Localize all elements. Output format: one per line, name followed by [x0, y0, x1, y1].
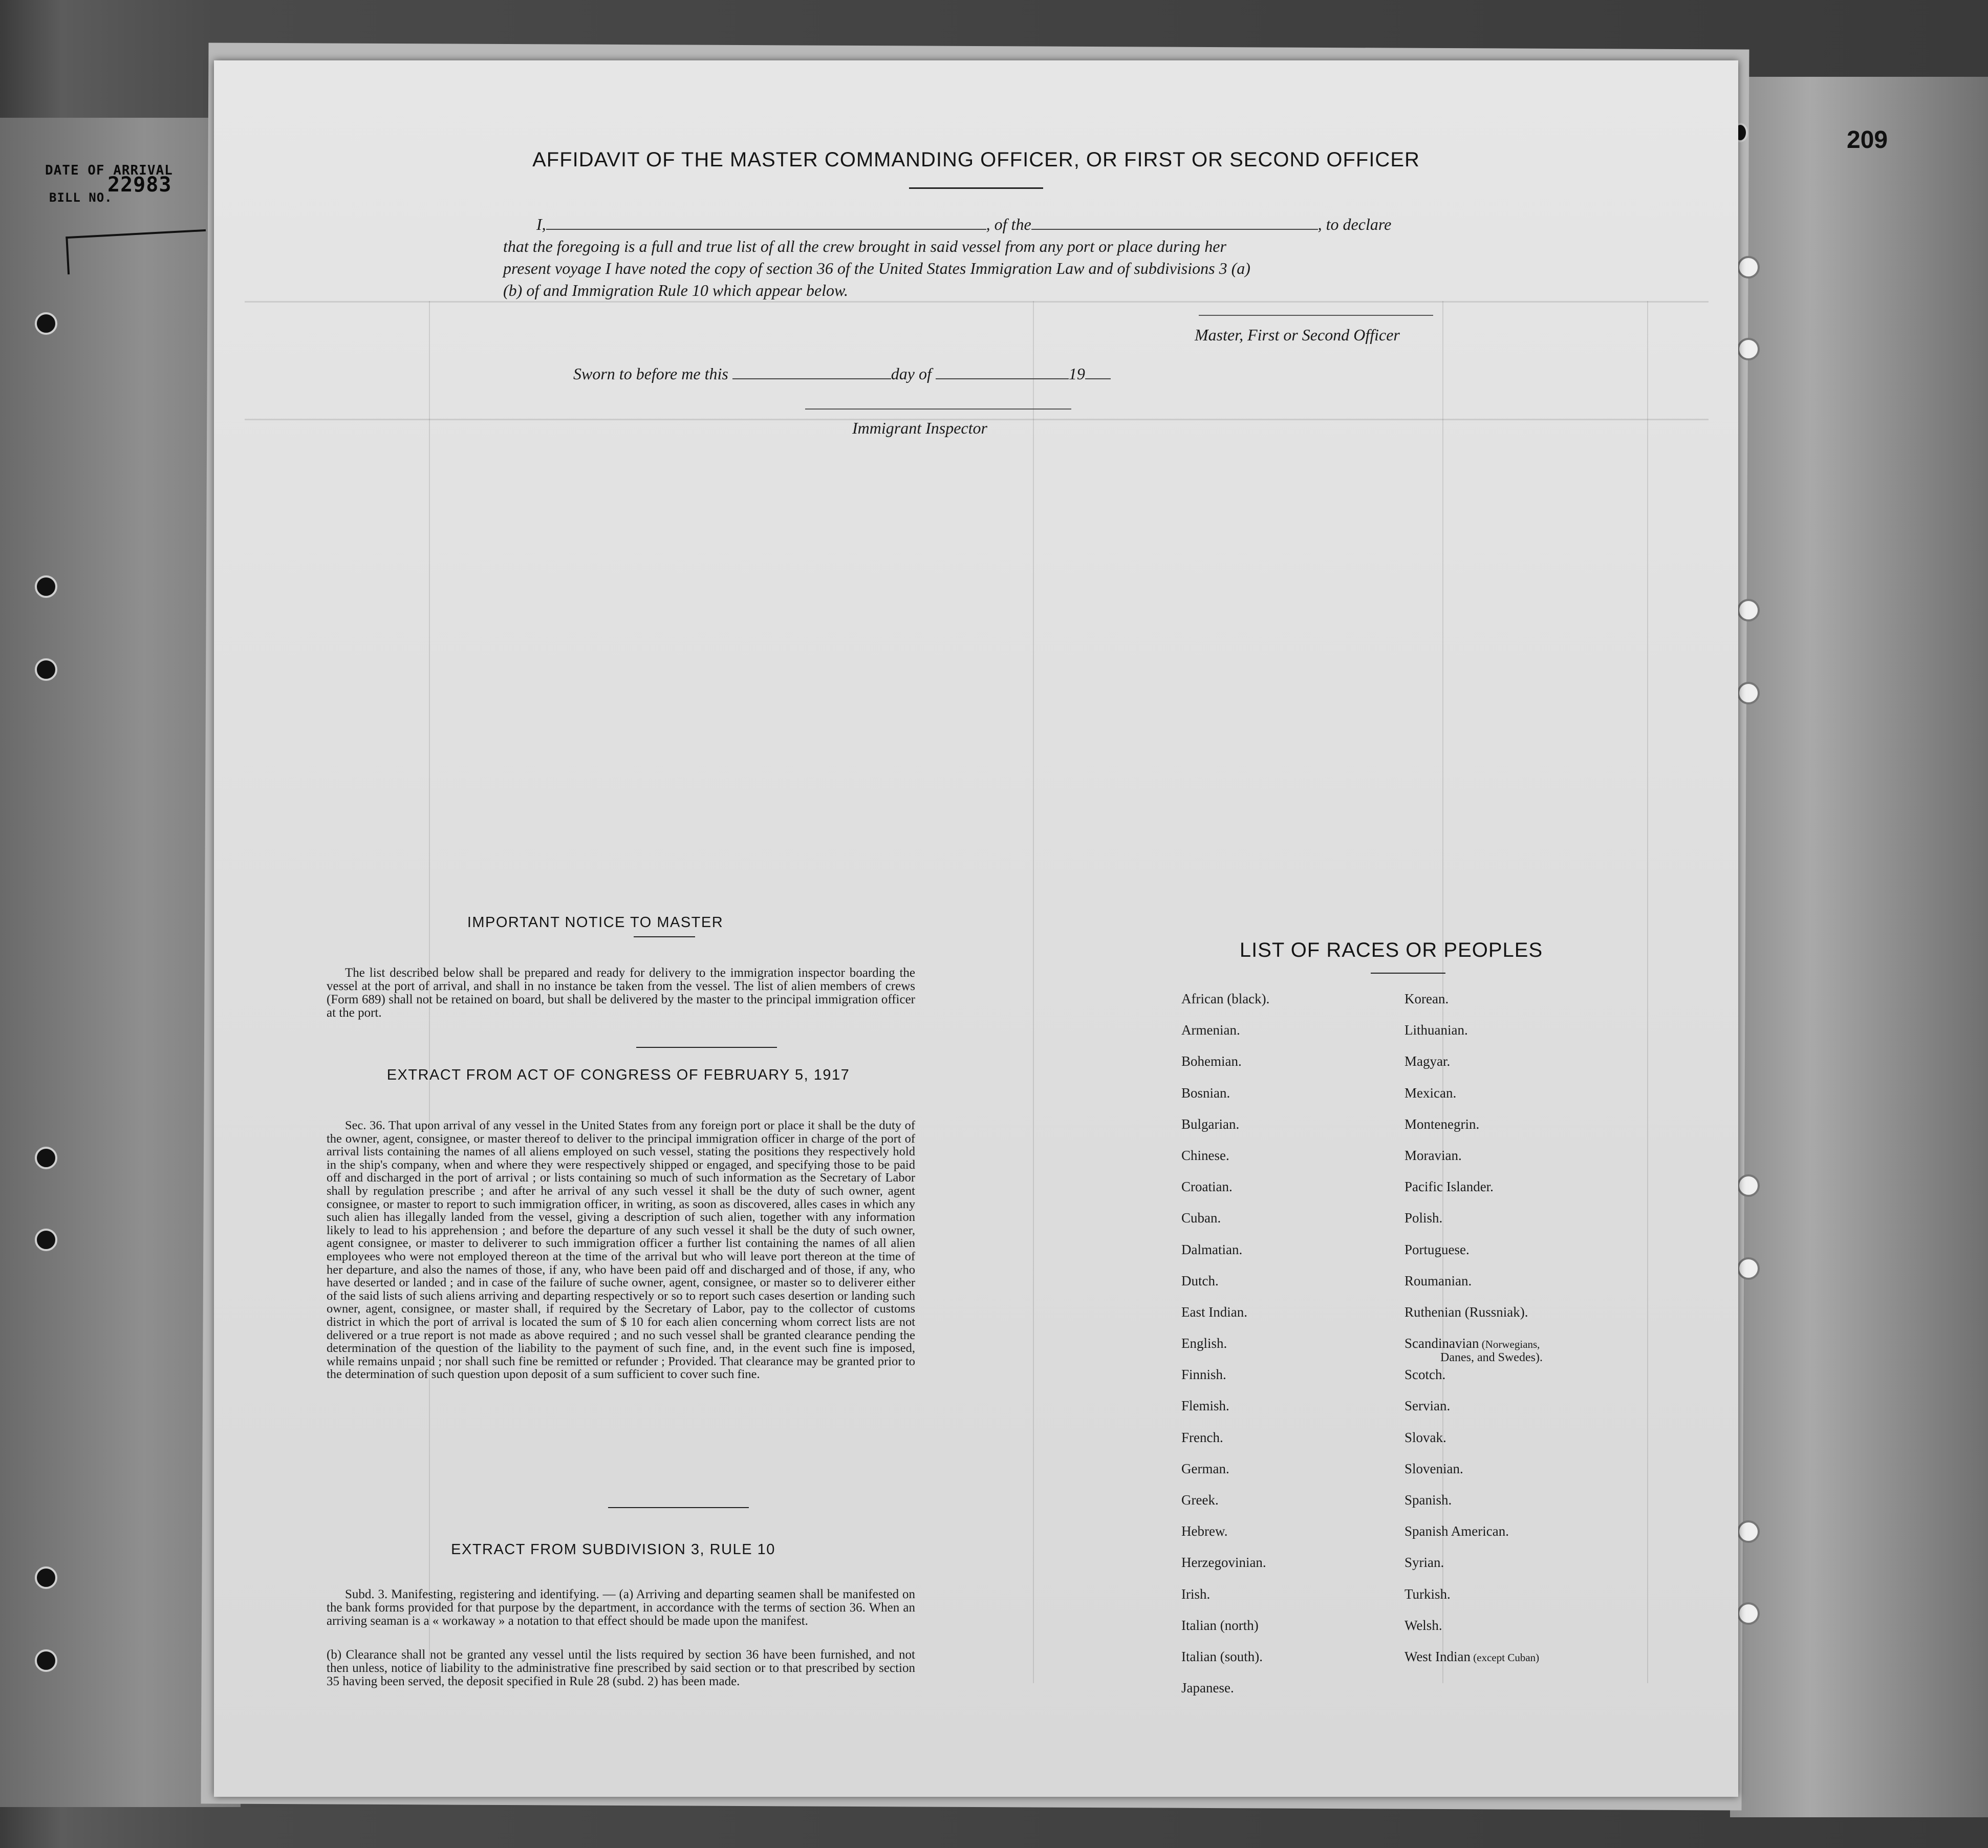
race-item: Irish.	[1181, 1586, 1211, 1602]
race-item: East Indian.	[1181, 1304, 1247, 1320]
signature-line	[1199, 315, 1433, 316]
punch-hole	[35, 1147, 57, 1169]
punch-hole	[1737, 599, 1760, 621]
rule-extract-para-a: Subd. 3. Manifesting, registering and identifying. — (a) Arriving and departing seamen shall be manifested on the bank forms provided for that purpose by the department, in accordance with the terms of section 36. When an arriving seaman is a « workaway » a notation to that effect should be made upon the manifest.	[327, 1587, 915, 1628]
master-signature-label: Master, First or Second Officer	[1195, 326, 1400, 344]
race-item: Turkish.	[1404, 1586, 1451, 1602]
race-item: Croatian.	[1181, 1179, 1233, 1195]
punch-hole	[1737, 1257, 1760, 1280]
bleed-through-rule	[245, 301, 1709, 303]
affidavit-page	[214, 60, 1738, 1797]
bleed-through-rule	[1647, 301, 1648, 1683]
sworn-month-blank	[936, 378, 1069, 379]
affidavit-line-1: I, , of the , to declare	[536, 215, 1392, 233]
punch-hole	[1737, 1602, 1760, 1625]
punch-hole	[1737, 682, 1760, 704]
divider	[608, 1507, 749, 1508]
race-item: Magyar.	[1404, 1054, 1451, 1069]
race-item: Bohemian.	[1181, 1054, 1242, 1069]
race-item: Welsh.	[1404, 1617, 1442, 1633]
race-item: French.	[1181, 1429, 1223, 1445]
race-item: Scandinavian (Norwegians, Danes, and Swedes).	[1404, 1336, 1543, 1365]
race-item: West Indian (except Cuban)	[1404, 1648, 1540, 1664]
divider	[636, 1047, 777, 1048]
affidavit-line-4: (b) of and Immigration Rule 10 which appear below.	[503, 281, 848, 299]
inspector-label: Immigrant Inspector	[852, 419, 987, 437]
vessel-blank	[1031, 229, 1318, 230]
race-item: Mexican.	[1404, 1085, 1457, 1101]
race-item: Hebrew.	[1181, 1523, 1228, 1539]
bill-number-stamp: BILL NO.	[49, 190, 113, 205]
race-item: Spanish American.	[1404, 1523, 1509, 1539]
race-item: Ruthenian (Russniak).	[1404, 1304, 1528, 1320]
race-item: Italian (south).	[1181, 1648, 1263, 1664]
affidavit-line-3: present voyage I have noted the copy of section 36 of the United States Immigration Law and of subdivisions 3 (a)	[503, 259, 1250, 277]
notice-heading: IMPORTANT NOTICE TO MASTER	[467, 914, 724, 931]
sworn-line: Sworn to before me this day of 19	[573, 364, 1111, 383]
notice-body: The list described below shall be prepared and ready for delivery to the immigration inspector boarding the vessel at the port of arrival, and shall in no instance be taken from the vessel. The list of alien members of crews (Form 689) shall not be retained on board, but shall be delivered by the master to the principal immigration officer at the port.	[327, 966, 915, 1020]
race-item: Finnish.	[1181, 1367, 1226, 1383]
race-item: Slovak.	[1404, 1429, 1446, 1445]
margin-bracket	[66, 229, 207, 274]
date-of-arrival-stamp: DATE OF ARRIVAL	[45, 163, 173, 178]
bleed-through-rule	[1033, 301, 1034, 1683]
underlying-sheet-right	[1730, 77, 1988, 1817]
race-item: Italian (north)	[1181, 1617, 1259, 1633]
race-item: Flemish.	[1181, 1398, 1229, 1414]
punch-hole	[35, 658, 57, 681]
race-item: Greek.	[1181, 1492, 1219, 1508]
race-item: Moravian.	[1404, 1147, 1462, 1163]
punch-hole	[35, 575, 57, 598]
race-item: Servian.	[1404, 1398, 1451, 1414]
affidavit-line-2: that the foregoing is a full and true list of all the crew brought in said vessel from any port or place during her	[503, 237, 1226, 255]
rule-extract-para-b: (b) Clearance shall not be granted any vessel until the lists required by section 36 have been furnished, and not then unless, notice of liability to the administrative fine prescribed by said section or to that prescribed by section 35 having been served, the deposit specified in Rule 28 (subd. 2) has been made.	[327, 1648, 915, 1688]
act-extract-body: Sec. 36. That upon arrival of any vessel in the United States from any foreign port or place it shall be the duty of the owner, agent, consignee, or master thereof to deliver to the principal immigration officer in charge of the port of arrival lists containing the names of all aliens employed on such vessel, stating the positions they respectively hold in the ship's company, when and where they were respectively shipped or engaged, and specifying those to be paid off and discharged in the port of arrival ; or lists containing so much of such information as the Secretary of Labor shall by regulation prescribe ; and after he arrival of any such vessel it shall be the duty of such owner, agent consignee, or master to report to such immigration officer, in writing, as soon as discovered, alles cases in which any such alien has illegally landed from the vessel, giving a description of such alien, together with any information likely to lead to his apprehension ; and before the departure of any such vessel it shall be the duty of such owner, agent consignee, or master to deliverer to such immigration officer a further list containing the names of all alien employees who were not employed thereon at the time of the arrival but who will leave port thereon at the time of her departure, and also the names of those, if any, who have been paid off and discharged and of those, if any, who have deserted or landed ; and in case of the failure of suche owner, agent, consignee, or master so to deliverer either of the said lists of such aliens arriving and departing respectively or so to report such cases desertion or landing such owner, agent, consignee, or master shall, if required by the Secretary of Labor, pay to the collector of customs district in which the port of arrival is located the sum of $ 10 for each alien concerning whom correct lists are not delivered or a true report is not made as above required ; and no such vessel shall be granted clearance pending the determination of the question of the liability to the payment of such fine, and, in the event such fine is imposed, while remains unpaid ; nor shall such fine be remitted or refunder ; Provided. That clearance may be granted prior to the determination of such question upon deposit of a sum sufficient to cover such fine.	[327, 1119, 915, 1382]
punch-hole	[1737, 1520, 1760, 1543]
race-item: Spanish.	[1404, 1492, 1452, 1508]
race-item: Bulgarian.	[1181, 1116, 1240, 1132]
race-item: Roumanian.	[1404, 1273, 1472, 1288]
rule-extract-heading: EXTRACT FROM SUBDIVISION 3, RULE 10	[451, 1541, 775, 1558]
punch-hole	[35, 1566, 57, 1589]
race-item: Cuban.	[1181, 1210, 1221, 1226]
race-item: Scotch.	[1404, 1367, 1446, 1383]
race-item: Bosnian.	[1181, 1085, 1230, 1101]
page-number-stamp: 209	[1847, 126, 1888, 154]
race-item: Dutch.	[1181, 1273, 1219, 1288]
race-item: Japanese.	[1181, 1680, 1234, 1696]
race-item: Dalmatian.	[1181, 1241, 1243, 1257]
notice-underline	[634, 936, 695, 937]
races-underline	[1371, 973, 1445, 974]
races-right-column	[1404, 991, 1543, 1680]
punch-hole	[1737, 1174, 1760, 1197]
race-item: Lithuanian.	[1404, 1022, 1468, 1038]
race-item: Slovenian.	[1404, 1460, 1463, 1476]
punch-hole	[35, 1649, 57, 1672]
race-item: Polish.	[1404, 1210, 1443, 1226]
punch-hole	[1737, 338, 1760, 360]
race-item: Chinese.	[1181, 1147, 1229, 1163]
race-item: German.	[1181, 1460, 1229, 1476]
name-blank	[546, 229, 986, 230]
sworn-year-blank	[1085, 378, 1111, 379]
race-item: Montenegrin.	[1404, 1116, 1480, 1132]
affidavit-title: AFFIDAVIT OF THE MASTER COMMANDING OFFICER, OR FIRST OR SECOND OFFICER	[532, 148, 1420, 171]
race-item: Korean.	[1404, 991, 1449, 1006]
inspector-signature-line	[805, 409, 1071, 410]
race-item: Syrian.	[1404, 1555, 1444, 1571]
title-underline	[909, 187, 1043, 189]
punch-hole	[35, 312, 57, 335]
race-item: Pacific Islander.	[1404, 1179, 1494, 1195]
punch-hole	[1737, 256, 1760, 278]
race-item: African (black).	[1181, 991, 1270, 1006]
races-left-column	[1181, 991, 1269, 1711]
races-heading: LIST OF RACES OR PEOPLES	[1239, 939, 1543, 961]
act-extract-heading: EXTRACT FROM ACT OF CONGRESS OF FEBRUARY 5, 1917	[386, 1067, 850, 1083]
arrival-number-stamp: 22983	[107, 173, 172, 197]
race-item: Portuguese.	[1404, 1241, 1470, 1257]
race-item: English.	[1181, 1336, 1227, 1351]
race-item: Herzegovinian.	[1181, 1555, 1266, 1571]
punch-hole	[35, 1229, 57, 1251]
race-item: Armenian.	[1181, 1022, 1240, 1038]
sworn-day-blank	[732, 378, 891, 379]
